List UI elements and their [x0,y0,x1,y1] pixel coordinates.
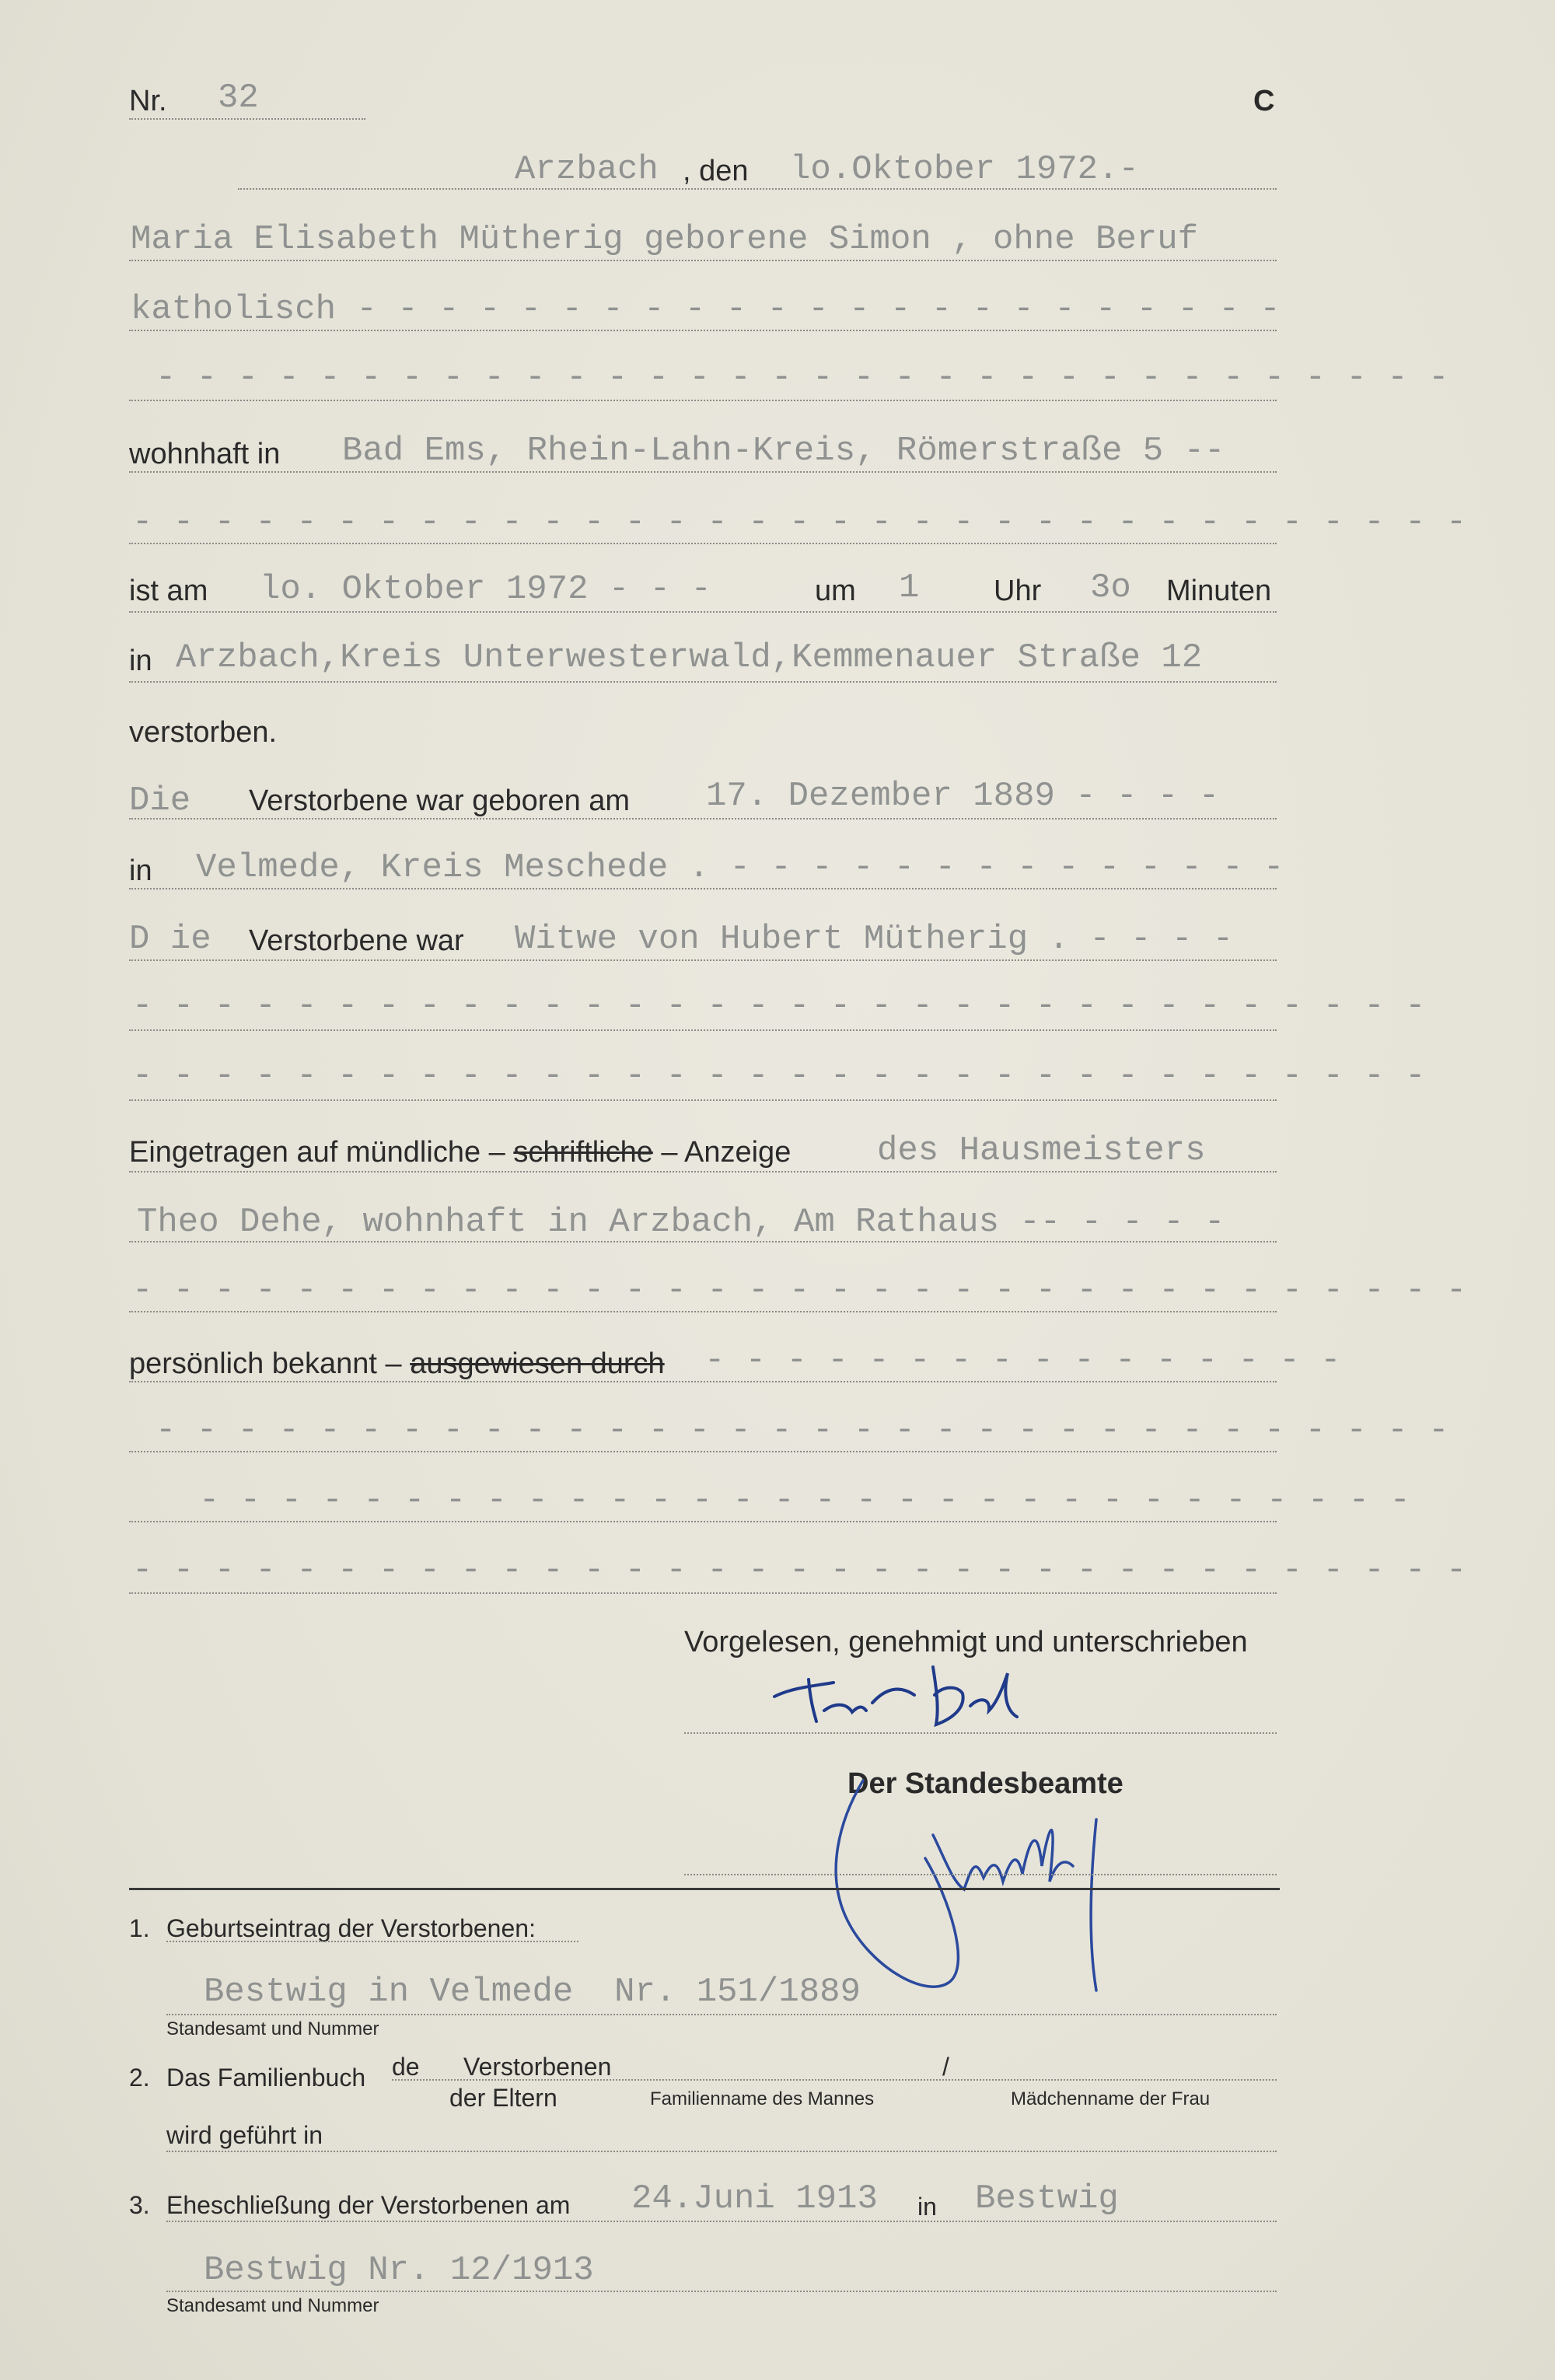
record-date: lo.Oktober 1972.- [790,150,1139,189]
rule [129,681,1277,683]
birth-label: Verstorbene war geboren am [249,785,631,817]
marriage-label: Eheschließung der Verstorbenen am [166,2191,571,2219]
blank-dashes: - - - - - - - - - - - - - - - - [704,1341,1341,1380]
rule [238,188,1277,190]
rule [129,818,1277,820]
ist-am-label: ist am [129,575,208,607]
blank-dashes: - - - - - - - - - - - - - - - - - - - - - - - - - - - - - - - - - [132,1271,1467,1310]
note-number-3: 3. [129,2191,150,2219]
rule [166,2014,1277,2015]
section-divider [129,1888,1280,1890]
blank-dashes: - - - - - - - - - - - - - - - - - - - - - - - - - - - - - - - - [156,1411,1449,1450]
den-label: , den [683,155,749,187]
slash-separator: / [942,2053,949,2081]
office-number-caption: Standesamt und Nummer [166,2295,379,2316]
rule [129,1521,1277,1522]
rule [129,1451,1277,1452]
deceased-name: Maria Elisabeth Mütherig geborene Simon , ohne Beruf [131,220,1199,259]
birth-entry-value: Bestwig in Velmede Nr. 151/1889 [204,1973,861,2011]
rule [129,1241,1277,1242]
husband-name-caption: Familienname des Mannes [650,2088,875,2109]
office-number-caption: Standesamt und Nummer [166,2018,379,2039]
family-book-label: Das Familienbuch [166,2064,366,2092]
rule [129,1592,1277,1594]
status-label: Verstorbene war [249,924,464,957]
rule [129,543,1277,544]
rule [166,1941,578,1942]
death-minutes: 3o [1090,568,1131,607]
identified-by-struck: ausgewiesen durch [410,1347,665,1380]
read-approved-signed: Vorgelesen, genehmigt und unterschrieben [684,1626,1248,1658]
rule [129,118,365,120]
birth-entry-label: Geburtseintrag der Verstorbenen: [166,1914,536,1942]
form-letter: C [1253,85,1275,117]
blank-dashes: - - - - - - - - - - - - - - - - - - - - - - - - - - - - - - - - - [132,503,1467,542]
rule [684,1874,1277,1875]
blank-dashes: - - - - - - - - - - - - - - - - - - - - - - - - - - - - - - - - [132,987,1426,1026]
death-hour: 1 [899,568,920,607]
nr-label: Nr. [129,85,167,117]
blank-dashes: - - - - - - - - - - - - - - - - - - - - - - - - - - - - - - - - [132,1057,1426,1096]
note-number-2: 2. [129,2064,150,2092]
deceased-option: Verstorbenen [463,2053,612,2081]
informant-title: des Hausmeisters [877,1131,1206,1170]
informant-name: Theo Dehe, wohnhaft in Arzbach, Am Rathaus -- - - - - [137,1203,1225,1242]
birth-place: Velmede, Kreis Meschede . - - - - - - - - - - - - - - [196,848,1284,887]
entry-number: 32 [218,79,259,117]
rule [166,2151,1277,2152]
death-date: lo. Oktober 1972 - - - [260,570,711,609]
rule [129,471,1277,473]
maiden-name-caption: Mädchenname der Frau [1011,2088,1211,2109]
marriage-place: Bestwig [975,2179,1119,2218]
identity-label [129,1347,665,1381]
rule [129,1029,1277,1031]
in-label: in [129,645,152,677]
oral-label: Eingetragen auf mündliche – [129,1136,505,1169]
marriage-in-label: in [917,2193,937,2221]
rule [129,888,1277,889]
religion: katholisch - - - - - - - - - - - - - - - - - - - - - - - [131,290,1281,329]
rule [166,2221,1277,2222]
die-article: Die [129,781,191,820]
place-of-record: Arzbach [515,150,659,189]
report-label: – Anzeige [661,1136,791,1169]
rule [129,1311,1277,1312]
blank-dashes: - - - - - - - - - - - - - - - - - - - - - - - - - - - - - - [199,1481,1410,1520]
note-number-1: 1. [129,1914,150,1942]
kept-in-label: wird geführt in [166,2121,323,2149]
rule [129,1171,1277,1173]
rule [129,1381,1277,1382]
parents-option: der Eltern [449,2084,557,2112]
um-label: um [815,575,856,607]
blank-dashes: - - - - - - - - - - - - - - - - - - - - - - - - - - - - - - - - [156,358,1449,397]
informant-signature [770,1656,1034,1742]
verstorben-label: verstorben. [129,716,278,749]
registration-label [129,1135,791,1169]
written-label-struck: schriftliche [513,1136,653,1169]
die-article: D ie [129,920,211,959]
residence-label: wohnhaft in [129,438,281,470]
rule [129,330,1277,331]
rule [129,1099,1277,1101]
rule [684,1732,1277,1734]
de-label: de [392,2053,420,2081]
blank-dashes: - - - - - - - - - - - - - - - - - - - - - - - - - - - - - - - - - [132,1551,1467,1590]
marital-status: Witwe von Hubert Mütherig . - - - - [515,920,1234,959]
minuten-label: Minuten [1166,575,1272,607]
rule [129,959,1277,961]
registrar-label: Der Standesbeamte [847,1767,1123,1800]
rule [166,2291,1277,2292]
uhr-label: Uhr [994,575,1042,607]
death-place: Arzbach,Kreis Unterwesterwald,Kemmenauer Straße 12 [176,638,1203,677]
birth-date: 17. Dezember 1889 - - - - [706,777,1220,816]
rule [129,260,1277,261]
residence-value: Bad Ems, Rhein-Lahn-Kreis, Römerstraße 5 -- [342,432,1225,470]
known-label: persönlich bekannt – [129,1347,402,1380]
rule [129,400,1277,401]
rule [129,611,1277,613]
marriage-date: 24.Juni 1913 [631,2179,878,2218]
marriage-office-value: Bestwig Nr. 12/1913 [204,2251,594,2290]
in-label: in [129,854,152,887]
